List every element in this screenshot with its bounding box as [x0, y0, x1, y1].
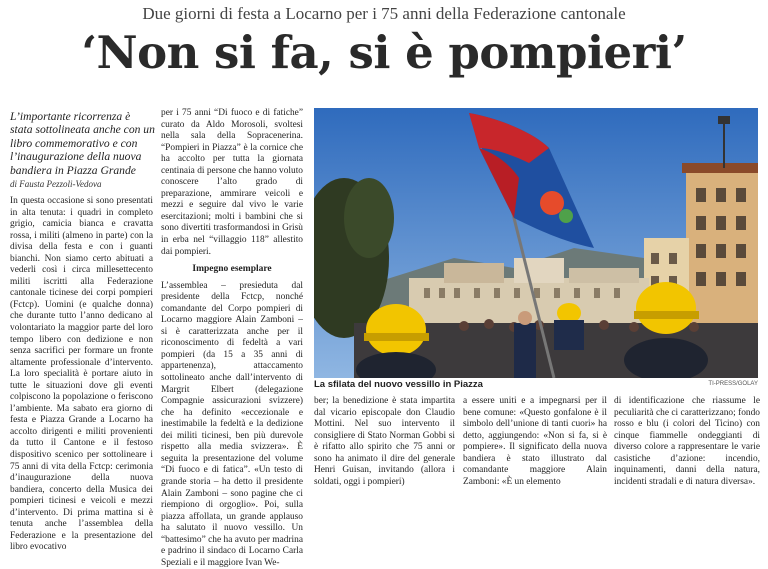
column-2-text-a: per i 75 anni “Di fuoco e di fatiche” curato da Aldo Morosoli, svoltesi nella sala della Sopracenerina. “Pompieri in Piazza” è la cornice che ha accolto per tutta la giornata centinaia di persone che hanno voluto conoscere l’alto grado di preparazione, ammirare veicoli e mezzi e seguire dal vivo le varie esercitazioni; molti i bambini che si sono divertiti trasformandosi in Grisù in erba nel “villaggio 118” allestito dai pompieri. [161, 108, 303, 257]
photo-illustration [314, 108, 758, 378]
column-5 [614, 396, 760, 488]
helmet-left [366, 304, 426, 356]
column-4 [463, 396, 607, 488]
subheading: Impegno esemplare [192, 264, 272, 275]
column-1-text: In questa occasione si sono presentati in alta tenuta: i quadri in completo grigio, camicia bianca e cravatta rossa, i militi (almeno in parte) con la divisa della festa e con i guanti bianchi. Non siamo certo abituati a vederli così i circa millesettecento militi iscritti alla Federazione cantonale ticinese dei corpi pompieri (Fctcp). Uomini (e qualche donna) che durante tutto l’anno dedicano al volontariato la maggior parte del loro tempo libero con dedizione e non senza sacrifici per formare un fronte altamente professionale d’intervento. La loro specialità è portare aiuto in tutte le situazioni dove gli eventi colpiscono la popolazione o feriscono l’ambiente. Ma sabato era giorno di festa e Piazza Grande a Locarno ha accolto dirigenti e militi provenienti da tutto il Cantone e il festoso dispositivo scenico per sottolineare i 75 anni di vita della Fctcp: cerimonia d’inaugurazione della nuova bandiera, concerto della Musica dei pompieri ticinesi e veicoli e mezzi d’intervento. Di prima mattina si è tenuta anche l’assemblea della Federazione e la presentazione del libro evocativo [10, 196, 153, 553]
photo-caption [314, 379, 758, 393]
helmet-right [636, 282, 696, 334]
column-3-text: ber; la benedizione è stata impartita dal vicario episcopale don Claudio Mottini. Nel suo intervento il consigliere di Stato Norman Gobbi si è rifatto allo spirito che 75 anni or sono ha animato il dire del generale Henri Guisan, invitando (allora i soldati, oggi i pompieri) [314, 396, 455, 487]
column-2 [161, 108, 303, 569]
column-5-text: di identificazione che riassume le peculiarità che ci caratterizzano; fondo rosso e blu (i colori del Ticino) con cinque fiammelle ondeggianti di diverso colore a rappresentare le varie casistiche d’azione: incendio, inquinamenti, danni della natura, incidenti stradali e di natura diversa». [614, 396, 760, 487]
column-1 [10, 196, 153, 554]
kicker: Due giorni di festa a Locarno per i 75 anni della Federazione cantonale [142, 4, 626, 23]
column-2-text-b: L’assemblea – presieduta dal presidente della Fctcp, nonché comandante del Corpo pompieri di Locarno maggiore Alain Zamboni – si è caratterizzata anche per il riconoscimento di fedeltà a vari pompieri (da 15 a 35 anni di appartenenza), attaccamento sottolineato anche dall’intervento di Margrit Elbert (delegazione Compagnie assicurazioni svizzere) che ha definito «eccezionale e inestimabile la fedeltà e la dedizione dei militi ticinesi, ben più durevole rispetto alla media svizzera». È seguita la presentazione del volume “Di fuoco e di fatica”. «Un testo di grande storia – ha detto il presidente Alain Zamboni – sono pagine che ci riempiono di orgoglio». Poi, sulla piazza affollata, un grande applauso ha salutato il nuovo vessillo. Un “battesimo” che ha avuto per madrina e padrino il sindaco di Locarno Carla Speziali e il maggiore Ivan We- [161, 280, 303, 568]
column-4-text: a essere uniti e a impegnarsi per il bene comune: «Questo gonfalone è il simbolo dell’unione di tanti cuori» ha detto, aggiungendo: «Non si fa, si è pompiere». Il significato della nuova bandiera è stato illustrato dal comandante maggiore Alain Zamboni: «È un elemento [463, 396, 607, 487]
byline: di Fausta Pezzoli-Vedova [10, 179, 102, 189]
lead-paragraph: L’importante ricorrenza è stata sottolineata anche con un libro commemorativo e con l’inaugurazione della nuova bandiera in Piazza Grande [10, 110, 155, 177]
headline: ‘Non si fa, si è pompieri’ [81, 26, 687, 79]
photo [314, 108, 758, 378]
photo-credit: TI-PRESS/GOLAY [708, 381, 758, 387]
column-3 [314, 396, 455, 488]
caption-text: La sfilata del nuovo vessillo in Piazza [314, 379, 483, 390]
